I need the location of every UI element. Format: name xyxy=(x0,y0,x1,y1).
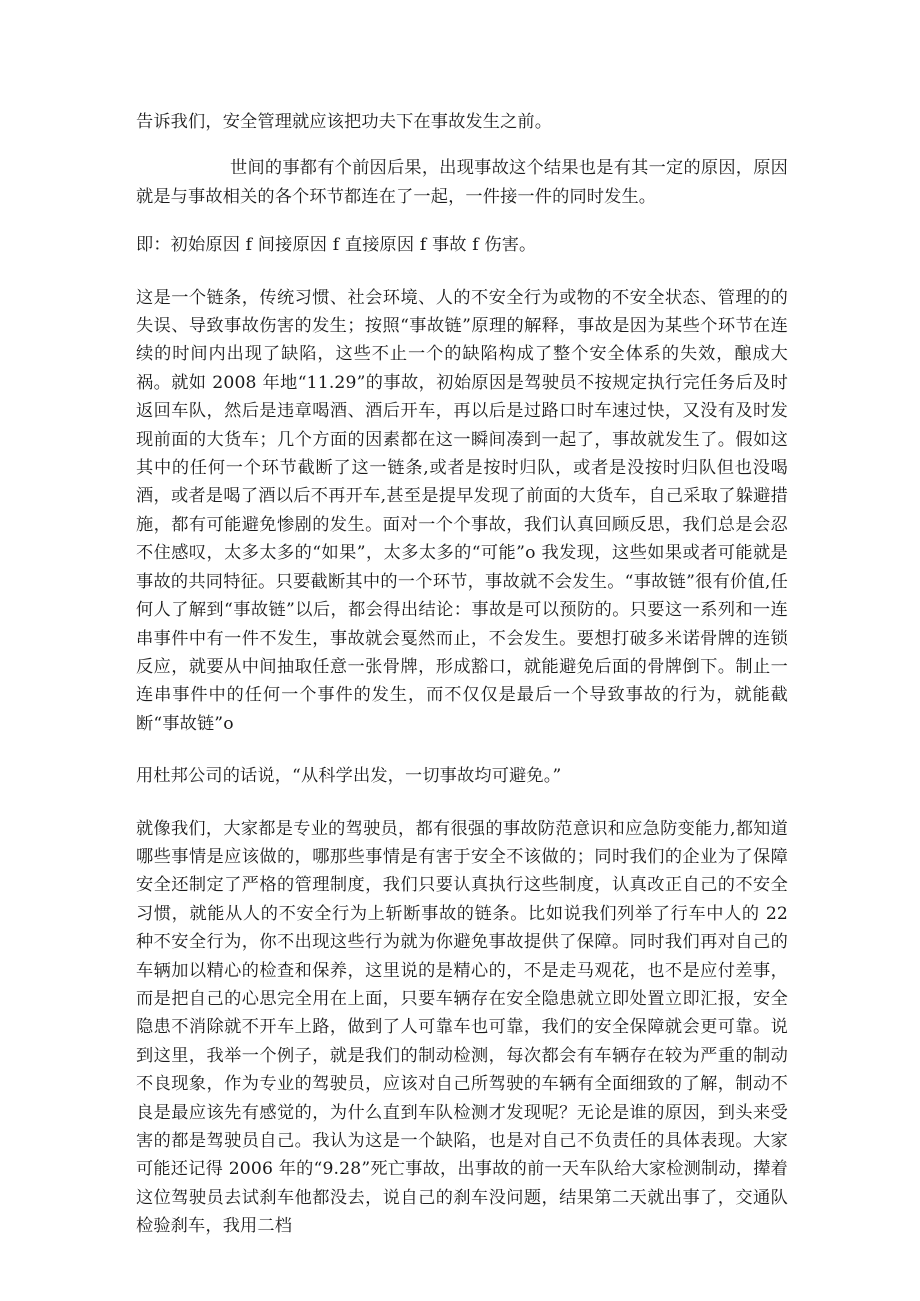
document-page xyxy=(136,108,788,1241)
paragraph-cause-chain: 即：初始原因 f 间接原因 f 直接原因 f 事故 f 伤害。 xyxy=(136,235,537,256)
paragraph-dupont-quote: 用杜邦公司的话说，“从科学出发，一切事故均可避免。” xyxy=(136,766,562,787)
paragraph-intro: 告诉我们，安全管理就应该把功夫下在事故发生之前。 xyxy=(136,112,553,132)
paragraph-drivers: 就像我们，大家都是专业的驾驶员，都有很强的事故防范意识和应急防变能力,都知道哪些事情是应该做的，哪那些事情是有害于安全不该做的；同时我们的企业为了保障安全还制定了严格的管理制度，我们只要认真执行这些制度，认真改正自己的不安全习惯，就能从人的不安全行为上斩断事故的链条。比如说我们列举了行车中人的 22 种不安全行为，你不出现这些行为就为你避免事故提供了保障。同时我们再对自己的车辆加以精心的检查和保养，这里说的是精心的，不是走马观花，也不是应付差事，而是把自己的心思完全用在上面，只要车辆存在安全隐患就立即处置立即汇报，安全隐患不消除就不开车上路，做到了人可靠车也可靠，我们的安全保障就会更可靠。说到这里，我举一个例子，就是我们的制动检测，每次都会有车辆存在较为严重的制动不良现象，作为专业的驾驶员，应该对自己所驾驶的车辆有全面细致的了解，制动不良是最应该先有感觉的，为什么直到车队检测才发现呢？无论是谁的原因，到头来受害的都是驾驶员自己。我认为这是一个缺陷，也是对自己不负责任的具体表现。大家可能还记得 2006 年的“9.28”死亡事故，出事故的前一天车队给大家检测制动，撵着这位驾驶员去试刹车他都没去，说自己的刹车没问题，结果第二天就出事了，交通队检验刹车，我用二档 xyxy=(136,818,788,1237)
paragraph-cause-effect: 世间的事都有个前因后果，出现事故这个结果也是有其一定的原因，原因就是与事故相关的各个环节都连在了一起，一件接一件的同时发生。 xyxy=(136,158,788,207)
paragraph-accident-chain: 这是一个链条，传统习惯、社会环境、人的不安全行为或物的不安全状态、管理的的失误、导致事故伤害的发生；按照“事故链”原理的解释，事故是因为某些个环节在连续的时间内出现了缺陷，这些不止一个的缺陷构成了整个安全体系的失效，酿成大祸。就如 2008 年地“11.29”的事故，初始原因是驾驶员不按规定执行完任务后及时返回车队，然后是违章喝酒、酒后开车，再以后是过路口时车速过快，又没有及时发现前面的大货车；几个方面的因素都在这一瞬间凑到一起了，事故就发生了。假如这其中的任何一个环节截断了这一链条,或者是按时归队，或者是没按时归队但也没喝酒，或者是喝了酒以后不再开车,甚至是提早发现了前面的大货车，自己采取了躲避措施，都有可能避免惨剧的发生。面对一个个事故，我们认真回顾反思，我们总是会忍不住感叹，太多太多的“如果”，太多太多的“可能”o 我发现，这些如果或者可能就是事故的共同特征。只要截断其中的一个环节，事故就不会发生。“事故链”很有价值,任何人了解到“事故链”以后，都会得出结论：事故是可以预防的。只要这一系列和一连串事件中有一件不发生，事故就会戛然而止，不会发生。要想打破多米诺骨牌的连锁反应，就要从中间抽取任意一张骨牌，形成豁口，就能避免后面的骨牌倒下。制止一连串事件中的任何一个事件的发生，而不仅仅是最后一个导致事故的行为，就能截断“事故链”o xyxy=(136,287,788,734)
